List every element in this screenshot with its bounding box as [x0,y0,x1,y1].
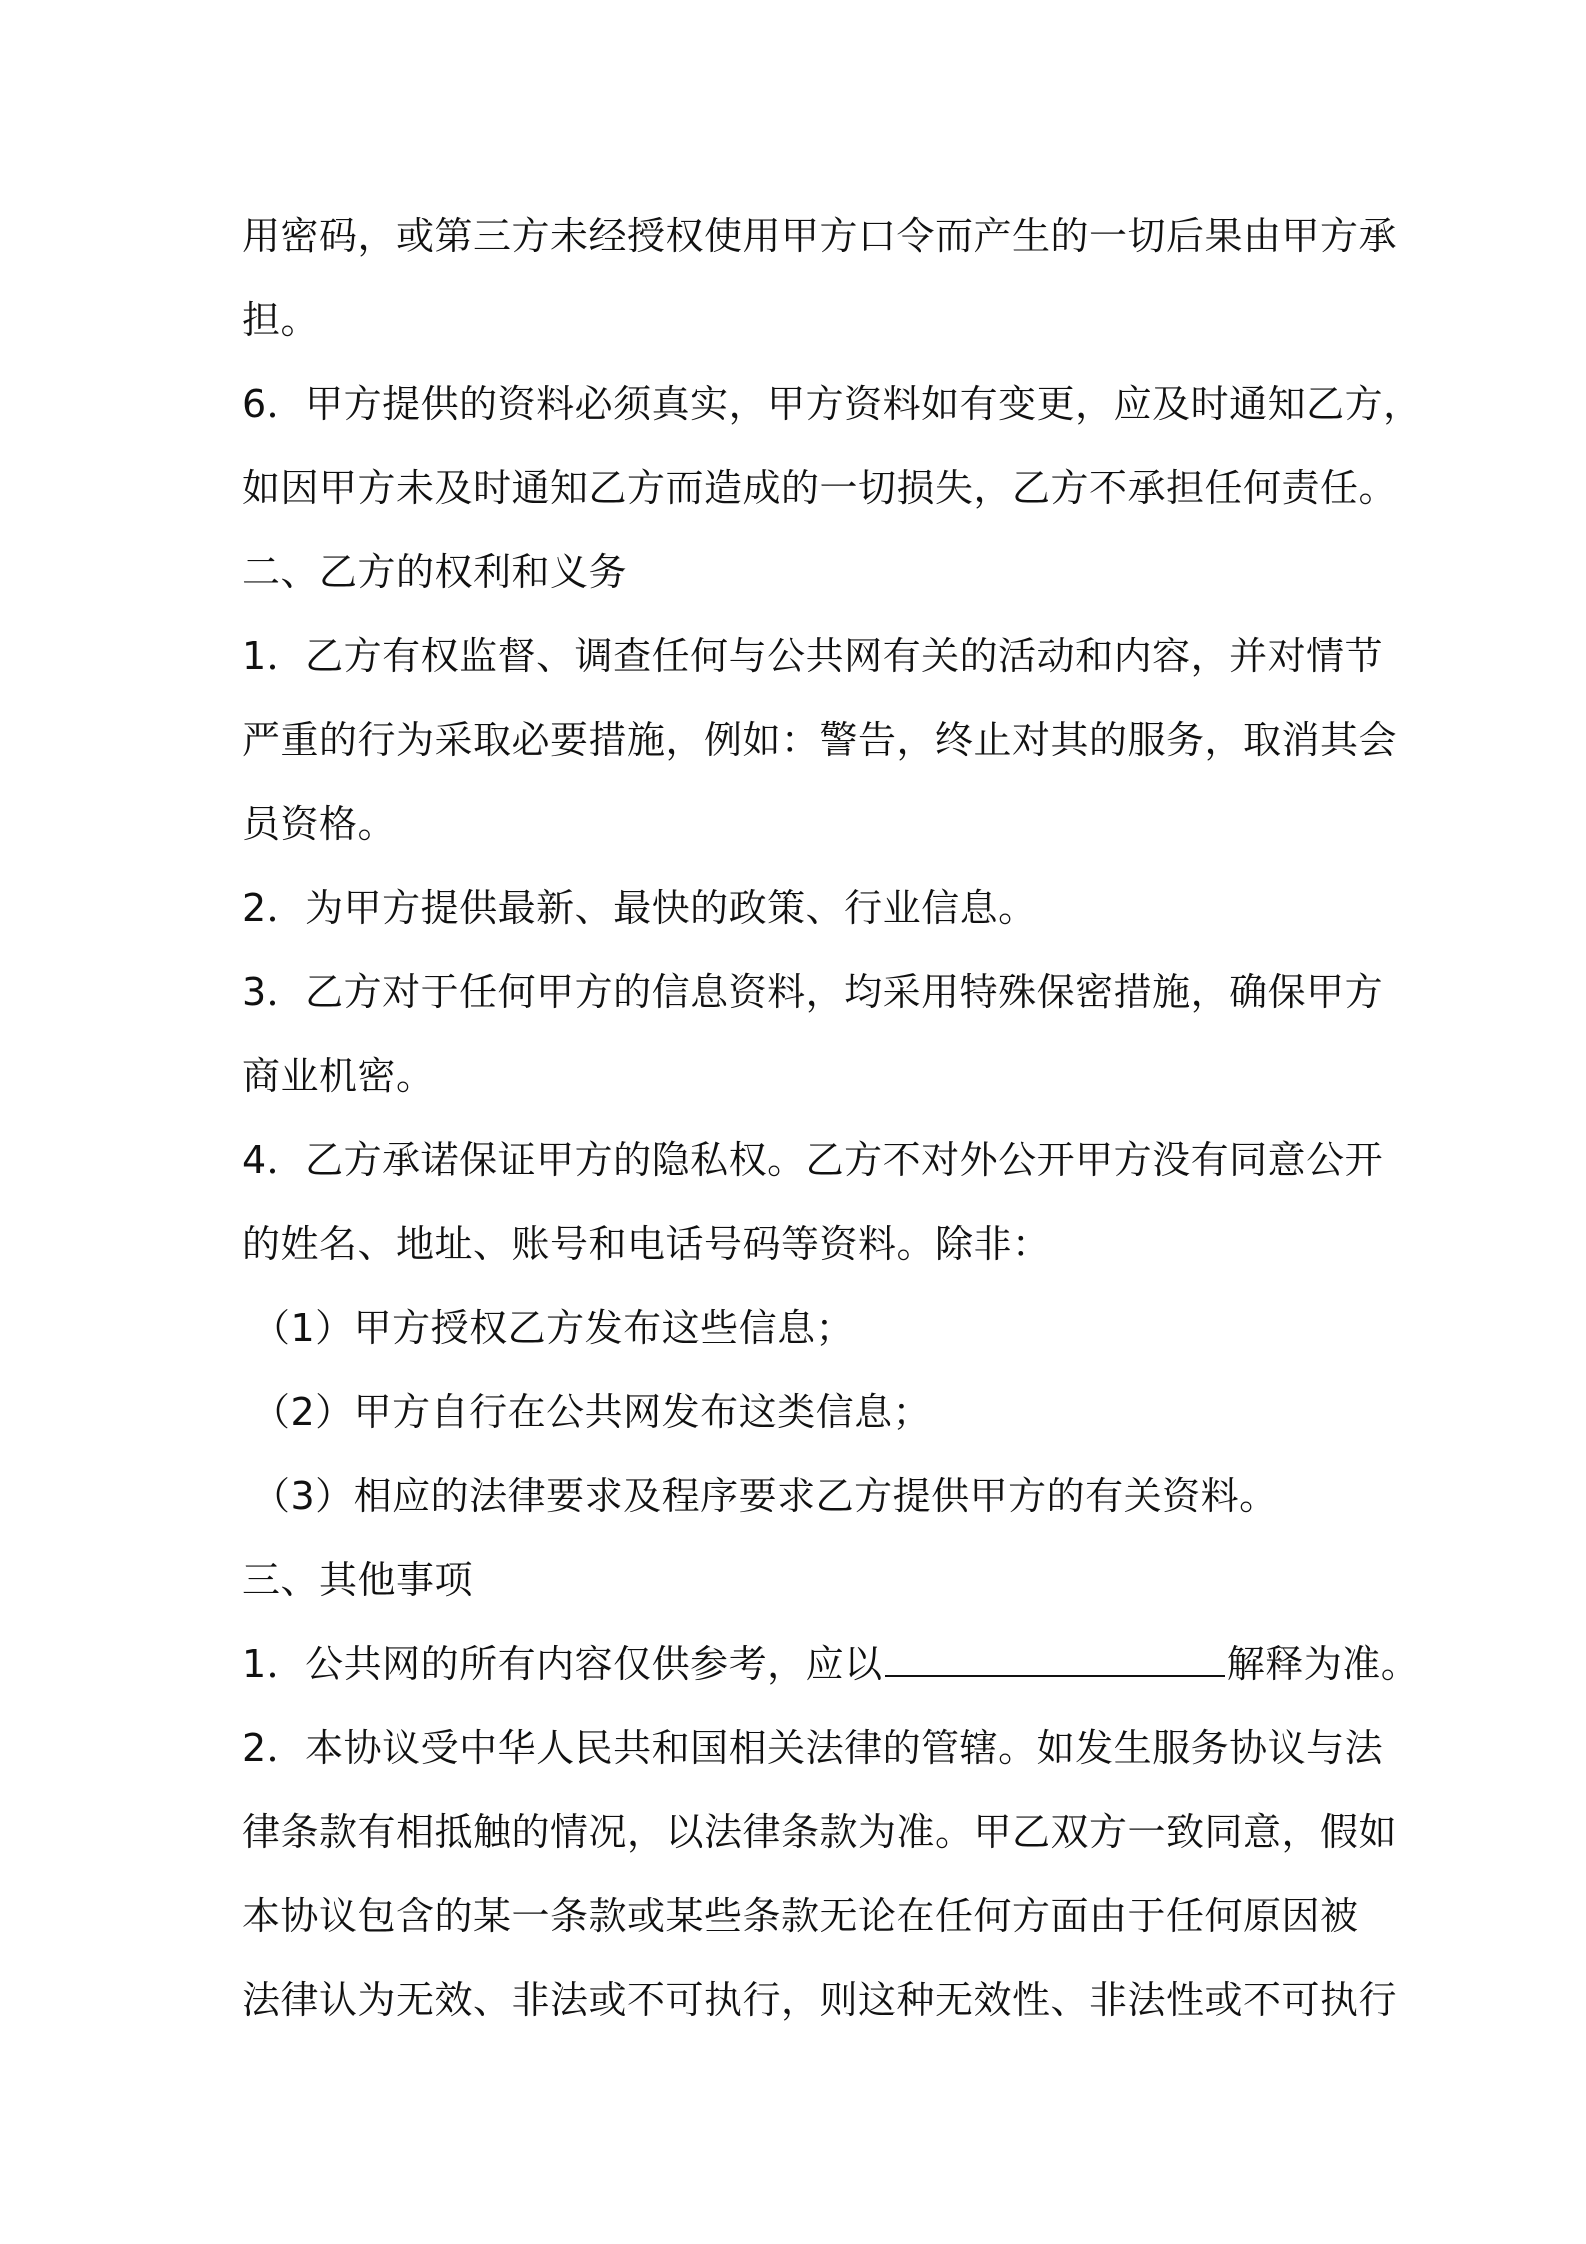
text-line: 用密码，或第三方未经授权使用甲方口令而产生的一切后果由甲方承 [242,214,1398,258]
text-line: 员资格。 [242,802,397,846]
text-line: 法律认为无效、非法或不可执行，则这种无效性、非法性或不可执行 [242,1978,1398,2022]
text-segment: 解释为准。 [1226,1642,1420,1686]
section-heading: 三、其他事项 [242,1558,474,1602]
sub-item: （1）甲方授权乙方发布这些信息； [252,1306,855,1350]
text-line: 本协议包含的某一条款或某些条款无论在任何方面由于任何原因被 [242,1894,1359,1938]
text-line: 2．为甲方提供最新、最快的政策、行业信息。 [242,886,1037,930]
text-line: 律条款有相抵触的情况，以法律条款为准。甲乙双方一致同意，假如 [242,1810,1398,1854]
text-line: 如因甲方未及时通知乙方而造成的一切损失，乙方不承担任何责任。 [242,466,1398,510]
document-body [242,194,1422,2042]
text-line: 4．乙方承诺保证甲方的隐私权。乙方不对外公开甲方没有同意公开 [242,1138,1384,1182]
text-line: 3．乙方对于任何甲方的信息资料，均采用特殊保密措施，确保甲方 [242,970,1384,1014]
text-line: 1．乙方有权监督、调查任何与公共网有关的活动和内容，并对情节 [242,634,1384,678]
text-line: 商业机密。 [242,1054,435,1098]
section-heading: 二、乙方的权利和义务 [242,550,628,594]
text-line: 严重的行为采取必要措施，例如：警告，终止对其的服务，取消其会 [242,718,1398,762]
sub-item: （3）相应的法律要求及程序要求乙方提供甲方的有关资料。 [252,1474,1278,1518]
text-segment: 1．公共网的所有内容仅供参考，应以 [242,1642,883,1686]
text-line: 担。 [242,298,320,342]
text-line-with-blank [242,1622,1420,1706]
text-line: 6．甲方提供的资料必须真实，甲方资料如有变更，应及时通知乙方， [242,382,1422,426]
text-line: 2．本协议受中华人民共和国相关法律的管辖。如发生服务协议与法 [242,1726,1384,1770]
sub-item: （2）甲方自行在公共网发布这类信息； [252,1390,932,1434]
text-line: 的姓名、地址、账号和电话号码等资料。除非： [242,1222,1051,1266]
fill-in-blank [885,1643,1225,1677]
